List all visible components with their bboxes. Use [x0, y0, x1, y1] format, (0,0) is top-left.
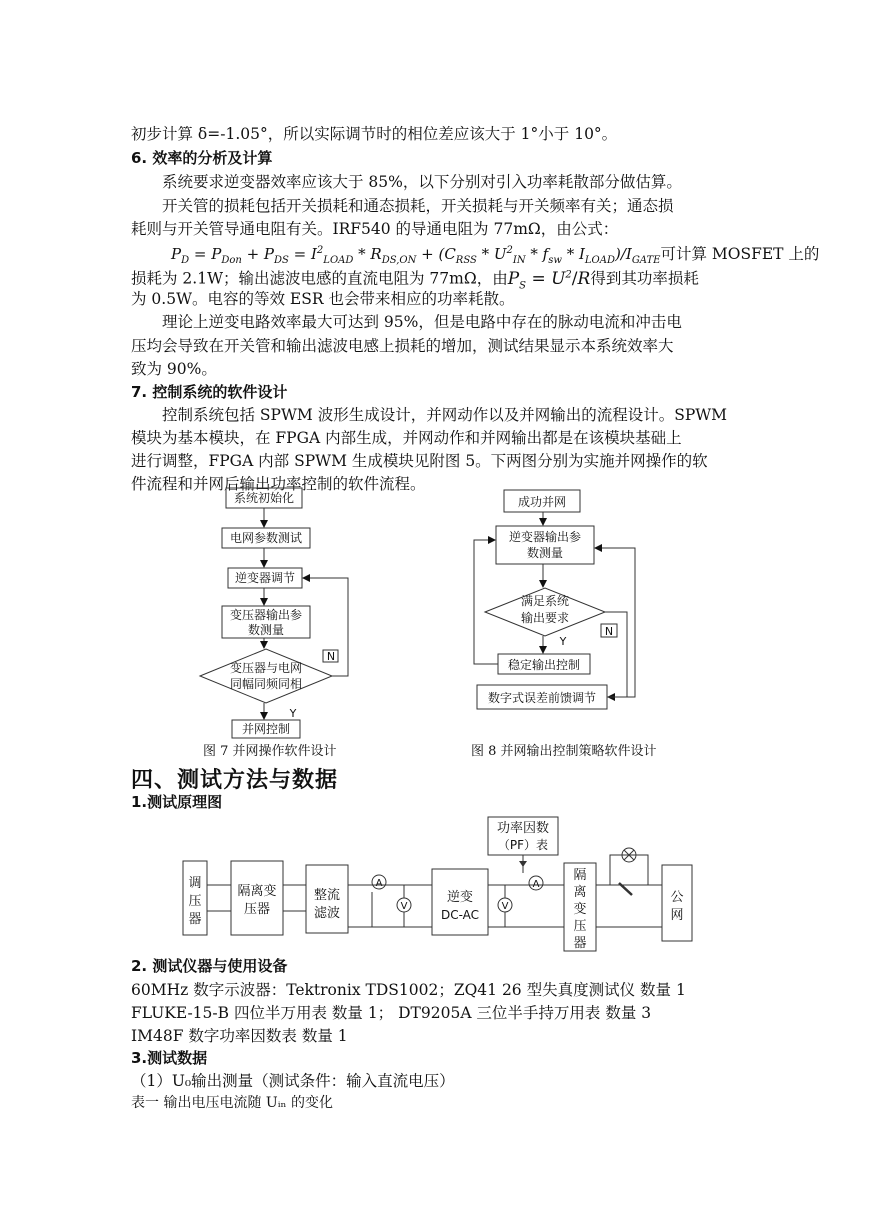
paragraph: 件流程和并网后输出功率控制的软件流程。 — [131, 475, 426, 493]
paragraph: 为 0.5W。电容的等效 ESR 也会带来相应的功率耗散。 — [131, 290, 515, 308]
equipment-line: FLUKE-15-B 四位半万用表 数量 1； DT9205A 三位半手持万用表 数量 3 — [131, 1004, 652, 1022]
paragraph: 开关管的损耗包括开关损耗和通态损耗，开关损耗与开关频率有关；通态损 — [162, 197, 674, 215]
paragraph: 理论上逆变电路效率最大可达到 95%，但是电路中存在的脉动电流和冲击电 — [162, 313, 682, 331]
pf-meter-label: （PF）表 — [497, 838, 549, 852]
paragraph: 模块为基本模块，在 FPGA 内部生成，并网动作和并网输出都是在该模块基础上 — [131, 429, 682, 447]
isolation-transformer-2-label: 器 — [573, 936, 587, 951]
figure-7-flowchart — [195, 486, 365, 744]
subsection-heading: 1.测试原理图 — [131, 793, 223, 811]
fig8-stable-output-box: 稳定输出控制 — [507, 658, 581, 672]
inverter-label: DC-AC — [440, 908, 480, 922]
text-span: 损耗为 2.1W；输出滤波电感的直流电阻为 77mΩ，由 — [131, 269, 508, 288]
fig7-measure-box: 数测量 — [247, 623, 285, 637]
rectifier-label: 整流 — [313, 888, 341, 903]
subsection-heading: 2. 测试仪器与使用设备 — [131, 957, 288, 975]
paragraph: 致为 90%。 — [131, 360, 217, 378]
rectifier-label: 滤波 — [313, 906, 341, 921]
grid-label: 公 — [670, 890, 684, 905]
fig8-yes-label: Y — [559, 635, 567, 648]
paragraph: 系统要求逆变器效率应该大于 85%，以下分别对引入功率耗散部分做估算。 — [162, 173, 682, 191]
fig7-no-label: N — [326, 650, 336, 663]
paragraph: 进行调整，FPGA 内部 SPWM 生成模块见附图 5。下两图分别为实施并网操作的软 — [131, 452, 708, 470]
fig7-init-box: 系统初始化 — [233, 491, 295, 505]
fig8-feedforward-box: 数字式误差前馈调节 — [487, 691, 597, 705]
ammeter-label: A — [532, 879, 540, 890]
fig8-decision: 满足系统 — [520, 594, 570, 608]
fig7-grid-test-box: 电网参数测试 — [229, 531, 303, 545]
fig7-decision: 变压器与电网 — [229, 661, 303, 675]
power-formula: $P_S = U^2/R$ — [507, 268, 591, 292]
equipment-line: 60MHz 数字示波器：Tektronix TDS1002；ZQ41 26 型失真度测试仪 数量 1 — [131, 981, 686, 999]
paragraph: 耗则与开关管导通电阻有关。IRF540 的导通电阻为 77mΩ，由公式： — [131, 220, 619, 238]
fig8-decision: 输出要求 — [520, 611, 570, 625]
regulator-label: 调 — [188, 876, 202, 891]
isolation-transformer-2-label: 变 — [573, 902, 587, 917]
power-loss-formula: $P_D = P_{Don} + P_{DS} = I^2_{LOAD} * R_{DS,ON} + (C_{RSS} * U^2_{IN} * f_{sw} * I_{LOAD})/I_{GATE}$ — [171, 245, 661, 266]
figure-8-flowchart — [463, 486, 643, 714]
voltmeter-label: V — [400, 901, 408, 912]
fig7-grid-connect-box: 并网控制 — [241, 722, 291, 736]
isolation-transformer-2-label: 隔 — [573, 868, 587, 883]
fig8-measure-box: 逆变器输出参 — [508, 530, 582, 544]
figure-8-caption: 图 8 并网输出控制策略软件设计 — [471, 744, 657, 759]
isolation-transformer-label: 压器 — [243, 902, 271, 917]
pf-meter-label: 功率因数 — [496, 821, 550, 836]
fig8-success-box: 成功并网 — [517, 495, 567, 509]
isolation-transformer-2-label: 压 — [573, 919, 587, 934]
grid-label: 网 — [670, 908, 684, 923]
fig7-measure-box: 变压器输出参 — [229, 608, 303, 622]
equipment-line: IM48F 数字功率因数表 数量 1 — [131, 1027, 348, 1045]
regulator-label: 压 — [188, 894, 202, 909]
paragraph: 压均会导致在开关管和输出滤波电感上损耗的增加，测试结果显示本系统效率大 — [131, 337, 674, 355]
section-heading-7: 7. 控制系统的软件设计 — [131, 383, 288, 401]
fig7-yes-label: Y — [289, 707, 297, 720]
text-line: 初步计算 δ=-1.05°，所以实际调节时的相位差应该大于 1°小于 10°。 — [131, 125, 618, 143]
test-circuit-diagram — [178, 815, 698, 955]
section-title: 四、测试方法与数据 — [131, 768, 339, 793]
voltmeter-label: V — [501, 901, 509, 912]
isolation-transformer-2-label: 离 — [573, 885, 587, 900]
table-caption: 表一 输出电压电流随 Uᵢₙ 的变化 — [131, 1095, 334, 1111]
subsection-heading: 3.测试数据 — [131, 1049, 208, 1067]
ammeter-label: A — [375, 878, 383, 889]
text-span: 得到其功率损耗 — [590, 269, 699, 288]
regulator-label: 器 — [188, 912, 202, 927]
paragraph: 控制系统包括 SPWM 波形生成设计，并网动作以及并网输出的流程设计。SPWM — [162, 406, 728, 424]
fig8-measure-box: 数测量 — [526, 546, 564, 560]
fig7-decision: 同幅同频同相 — [229, 677, 303, 691]
text-span: 可计算 MOSFET 上的 — [660, 245, 820, 263]
test-condition-line: （1）U₀输出测量（测试条件：输入直流电压） — [131, 1072, 455, 1090]
inverter-label: 逆变 — [446, 890, 474, 905]
section-heading-6: 6. 效率的分析及计算 — [131, 149, 273, 167]
isolation-transformer-label: 隔离变 — [237, 884, 277, 899]
figure-7-caption: 图 7 并网操作软件设计 — [203, 744, 337, 759]
fig7-inverter-adjust-box: 逆变器调节 — [234, 571, 296, 585]
fig8-no-label: N — [604, 625, 614, 638]
